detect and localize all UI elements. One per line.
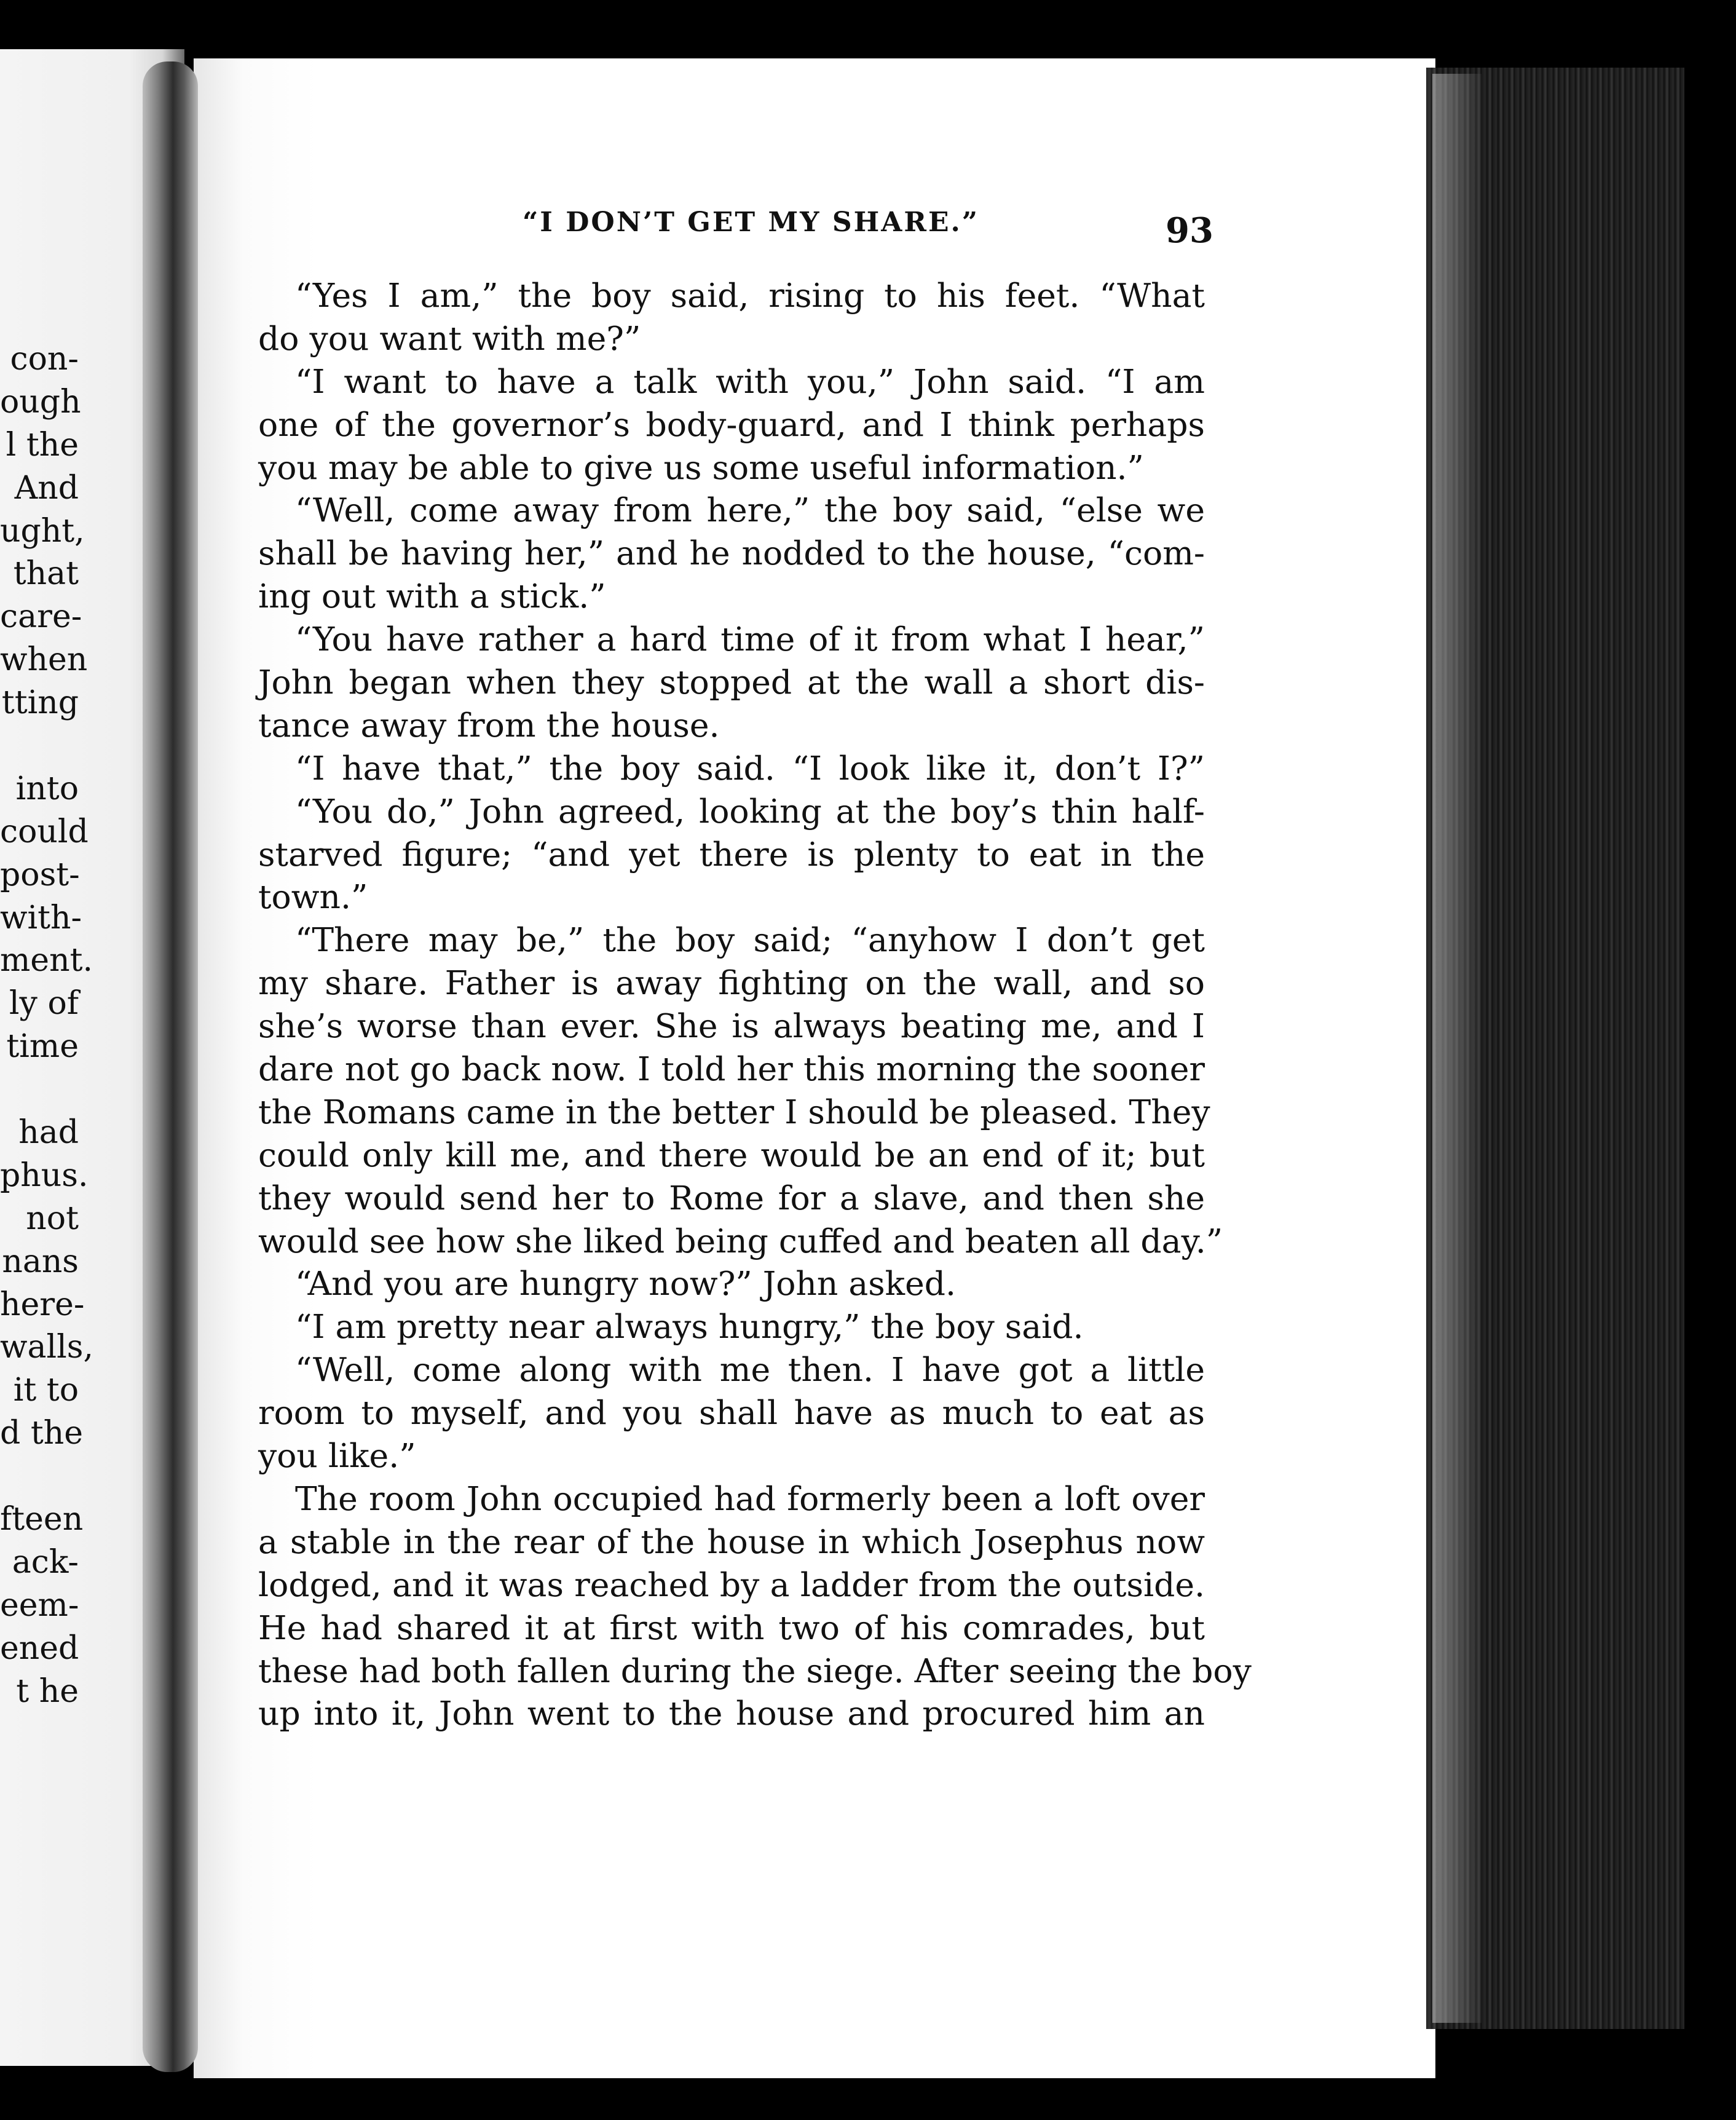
- left-page-fragment: eem-: [0, 1586, 79, 1624]
- left-page-fragment: ack-: [12, 1543, 79, 1581]
- text-line: one of the governor’s body-guard, and I think perhaps: [258, 405, 1205, 444]
- left-page-fragment: care-: [0, 598, 82, 636]
- text-line: He had shared it at first with two of his comrades, but: [258, 1608, 1205, 1647]
- text-line: tance away from the house.: [258, 705, 720, 745]
- fore-edge-highlight: [1432, 74, 1482, 2023]
- text-line: “You have rather a hard time of it from what I hear,”: [295, 620, 1205, 659]
- text-line: “Yes I am,” the boy said, rising to his feet. “What: [295, 276, 1205, 315]
- page-number: 93: [1166, 210, 1213, 251]
- left-page-fragment: time: [6, 1028, 79, 1066]
- left-page-fragment: ened: [0, 1629, 79, 1667]
- left-page-fragment: ught,: [0, 512, 85, 550]
- text-line: ing out with a stick.”: [258, 577, 606, 616]
- text-line: shall be having her,” and he nodded to the house, “com-: [258, 534, 1205, 573]
- text-line: John began when they stopped at the wall a short dis-: [258, 663, 1205, 702]
- left-page-fragment: with-: [0, 899, 82, 936]
- left-page-fragment: phus.: [0, 1157, 89, 1194]
- text-line: my share. Father is away fighting on the wall, and so: [258, 963, 1205, 1003]
- text-line: she’s worse than ever. She is always beating me, and I: [258, 1007, 1205, 1046]
- text-line: dare not go back now. I told her this morning the sooner: [258, 1050, 1205, 1089]
- text-line: they would send her to Rome for a slave, and then she: [258, 1178, 1205, 1217]
- left-page-fragment: it to: [13, 1372, 79, 1409]
- book-gutter: [143, 61, 198, 2072]
- text-line: you like.”: [258, 1436, 416, 1476]
- text-line: a stable in the rear of the house in which Josephus now: [258, 1522, 1205, 1561]
- left-page-fragment: post-: [0, 856, 80, 893]
- left-page-fragment: ly of: [9, 985, 79, 1022]
- left-page-fragment: ough: [0, 383, 81, 421]
- left-page-fragment: [0, 725, 79, 768]
- text-line: “Well, come away from here,” the boy said, “else we: [295, 491, 1205, 530]
- text-line: you may be able to give us some useful information.”: [258, 448, 1144, 487]
- text-line: town.”: [258, 877, 368, 917]
- left-page-fragment: walls,: [0, 1329, 93, 1366]
- text-line: “Well, come along with me then. I have got a little: [295, 1350, 1205, 1390]
- text-line: these had both fallen during the siege. After seeing the boy: [258, 1651, 1252, 1690]
- left-page-fragment: tting: [1, 684, 79, 722]
- left-page-fragment: had: [18, 1114, 79, 1152]
- text-line: The room John occupied had formerly been a loft over: [295, 1479, 1205, 1518]
- body-text: [258, 274, 1252, 1735]
- text-line: “You do,” John agreed, looking at the boy’s thin half-: [295, 791, 1205, 831]
- running-head: “I DON’T GET MY SHARE.”: [523, 207, 980, 238]
- left-page-fragment: d the: [0, 1415, 83, 1452]
- left-page-fragment: [0, 1455, 79, 1498]
- text-line: do you want with me?”: [258, 318, 641, 358]
- left-page-fragment: t he: [16, 1672, 79, 1710]
- left-page-fragment: could: [0, 813, 89, 850]
- text-line: “I am pretty near always hungry,” the boy said.: [295, 1307, 1084, 1347]
- left-page-fragment: ment.: [0, 942, 93, 979]
- left-page-fragment: And: [14, 469, 79, 507]
- text-line: “And you are hungry now?” John asked.: [295, 1264, 957, 1303]
- left-page-fragment: fteen: [0, 1501, 84, 1538]
- left-page-fragment: here-: [0, 1286, 85, 1323]
- text-line: up into it, John went to the house and procured him an: [258, 1694, 1205, 1733]
- left-page-fragment: con-: [10, 341, 79, 378]
- left-page-fragment: into: [15, 770, 79, 807]
- text-line: could only kill me, and there would be an end of it; but: [258, 1135, 1205, 1174]
- text-line: would see how she liked being cuffed and beaten all day.”: [258, 1221, 1223, 1260]
- left-page-fragment: l the: [6, 426, 79, 464]
- text-line: “I want to have a talk with you,” John said. “I am: [295, 362, 1205, 401]
- text-line: “There may be,” the boy said; “anyhow I don’t get: [295, 920, 1205, 960]
- left-page-fragment: not: [26, 1200, 79, 1237]
- left-page-fragment: [0, 1069, 79, 1112]
- left-page-fragment: that: [13, 555, 79, 593]
- left-page-text-column: [0, 338, 93, 1714]
- text-line: room to myself, and you shall have as much to eat as: [258, 1393, 1205, 1433]
- left-page-fragment: when: [0, 641, 88, 679]
- text-line: the Romans came in the better I should be pleased. They: [258, 1092, 1210, 1131]
- text-line: starved figure; “and yet there is plenty to eat in the: [258, 834, 1205, 874]
- text-line: lodged, and it was reached by a ladder from the outside.: [258, 1565, 1205, 1604]
- text-line: “I have that,” the boy said. “I look like it, don’t I?”: [295, 748, 1205, 788]
- left-page-fragment: nans: [2, 1243, 79, 1280]
